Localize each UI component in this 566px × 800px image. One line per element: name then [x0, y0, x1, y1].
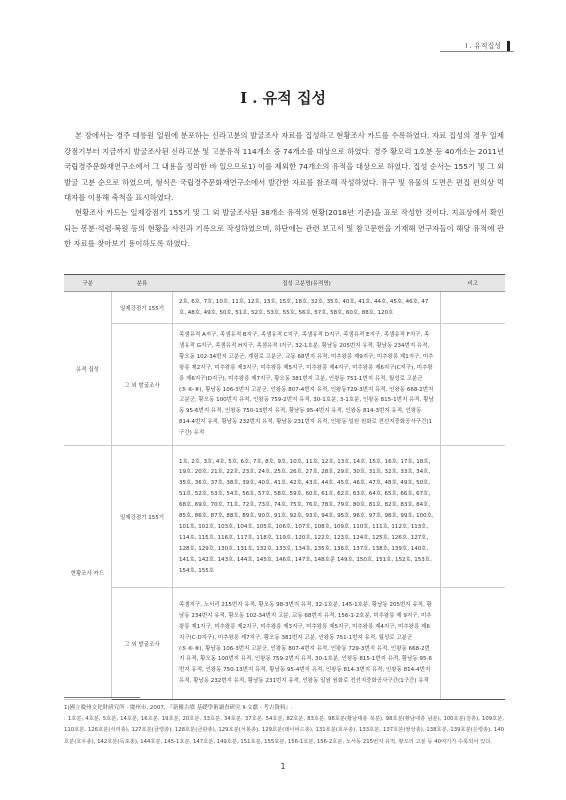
classification-cell: 그 외 발굴조사 [112, 588, 173, 700]
table-row [64, 588, 505, 700]
table-header-row [64, 275, 505, 292]
col-header-note: 비고 [441, 275, 506, 292]
survey-card-paragraph: 현황조사 카드는 일제강점기 155기 및 그 외 발굴조사된 38개소 유적의 현황(2018년 기준)을 표로 작성한 것이다. 지표상에서 확인되는 봉분·석렴·복원 등의 현황을 사진과 기록으로 작성하였으며, 하단에는 관련 보고서 및 참고문헌을 기재해 연구자들이 해당 유적에 관한 자료를 찾아보기 용이하도록 하였다. [64, 208, 504, 248]
note-cell [441, 292, 506, 324]
footnote-detail: : 1호분, 4호분, 5호분, 14호분, 16호분, 19호분, 20호분, 33호분, 34호분, 37호분, 54호분, 82호분, 83호분, 98호분(황남대총 북분), 98호분(황남대총 남분), 100호분(검총), 109호분, 110호분, 126호분(식리총), 127호분(금령총), 128호분(금관총), 129호분(서봉총), 129호분(데이비드총), 131호분(호우총), 133호분, 137호분(쌍상총), 138호분, 139호분(은령총), 140호분(호우총), 142호분(독포총), 144호분, 145-1호분, 147호분, 149호분, 151호분, 155호분, 156-1호분, 156-2호분, 노서동 215번지 유적, 황오리 고분 등 40여기가 수록되어 있다. [64, 716, 504, 745]
table-row [64, 324, 505, 446]
classification-cell: 일제강점기 155기 [112, 292, 173, 324]
running-header: I . 유적집성 [465, 41, 510, 51]
site-compilation-table [64, 274, 505, 700]
footnote-citation [64, 703, 504, 714]
note-cell [441, 324, 506, 446]
site-list-cell: 족샘지구, 노서리 215번지 유적, 황오동 98-3번지 유적, 32-1호분, 145-1호분, 황남동 205번지 유적, 황남동 234번지 유적, 황오동 102-34번지 고분, 교동 68번지 유적, 156-1·2호분, 미추왕릉 제 9지구, 미추왕릉 제1지구, 미추왕릉 제2지구, 미추왕릉 제3지구, 미추왕릉 제5지구, 미추왕릉 제4지구, 미추왕릉 제6지구(C·D지구), 미추왕릉 제7지구, 황오동 381번지 고분, 인왕동 751-1번지 유적, 월성로 고분군(⑤·⑥·⑧), 황남동 106-3번지 고분군, 인왕동 807-4번지 유적, 인왕동 729-3번지 유적, 인왕동 668-2번지 유적, 황오동 100번지 유적, 인왕동 759-2번지 유적, 30-1호분, 인왕동 815-1번지 유적, 황남동 95-6번지 유적, 인왕동 750-13번지 유적, 황남동 95-4번지 유적, 인왕동 814-3번지 유적, 인왕동 814-4번지 유적, 황남동 232번지 유적, 황남동 231번지 유적, 인왕동 일원 원화로 전선지중화공사구간(1구간) 유적 [173, 588, 441, 700]
classification-cell: 일제강점기 155기 [112, 446, 173, 588]
site-list-cell: 2호, 6호, 7호, 10호, 11호, 12호, 13호, 15호, 18호, 32호, 35호, 40호, 41호, 44호, 45호, 46호, 47호, 48호, 49호, 50호, 51호, 52호, 53호, 55호, 56호, 57호, 58호, 60호, 88호, 120호 [173, 292, 441, 324]
intro-paragraph: 본 장에서는 경주 대릉원 일원에 분포하는 신라고분의 발굴조사 자료를 집성하고 현황조사 카드를 수록하였다. 자료 집성의 경우 일제강점기부터 지금까지 발굴조사된 신라고분 및 고분유적 114개소 중 74개소를 대상으로 하였다. 경주 황오리 1호분 등 40개소는 2011년 국립경주문화재연구소에서 그 내용을 정리한 바 있으므로1) 이를 제외한 74개소의 유적을 대상으로 하였다. 집성 순서는 155기 및 그 외 발굴 고분 순으로 하였으며, 형식은 국립경주문화재연구소에서 발간한 자료를 참조해 작성하였다. 유구 및 유물의 도면은 편집 편의상 먹대자를 이용해 축척을 표시하였다. [64, 131, 504, 202]
site-list-cell: 1호, 2호, 3호, 4호, 5호, 6호, 7호, 8호, 9호, 10호, 11호, 12호, 13호, 14호, 15호, 16호, 17호, 18호, 19호, 20호, 21호, 22호, 23호, 24호, 25호, 26호, 27호, 28호, 29호, 30호, 31호, 32호, 33호, 34호, 35호, 36호, 37호, 38호, 39호, 40호, 41호, 42호, 43호, 44호, 45호, 46호, 47호, 48호, 49호, 50호, 51호, 52호, 53호, 54호, 56호, 57호, 58호, 59호, 60호, 61호, 62호, 63호, 64호, 65호, 66호, 67호, 68호, 69호, 70호, 71호, 72호, 73호, 74호, 75호, 76호, 78호, 79호, 80호, 81호, 82호, 83호, 84호, 85호, 86호, 87호, 88호, 89호, 90호, 91호, 92호, 93호, 94호, 95호, 96호, 97호, 98호, 99호, 100호, 101호, 102호, 103호, 104호, 105호, 106호, 107호, 108호, 109호, 110호, 111호, 112호, 113호, 114호, 115호, 116호, 117호, 118호, 119호, 120호, 122호, 123호, 124호, 125호, 126호, 127호, 128호, 129호, 130호, 131호, 132호, 133호, 134호, 135호, 136호, 137호, 138호, 139호, 140호, 141호, 142호, 143호, 144호, 145호, 146호, 147호, 148호분 149호, 150호, 151호, 152호, 153호, 154호, 155호 [173, 446, 441, 588]
footnote-rule [64, 697, 140, 698]
footnote-citation-text: 國立慶州文化財硏究所 · 慶州市, 2007, 『新羅古墳 基礎學術調査硏究 Ⅱ-文獻 · 考古資料』. [69, 705, 293, 711]
note-cell [441, 446, 506, 588]
col-header-site-list: 집성 고분명(유적명) [173, 275, 441, 292]
header-rule [440, 51, 514, 52]
col-header-classification: 분류 [112, 275, 173, 292]
table-row [64, 446, 505, 588]
note-cell [441, 588, 506, 700]
page-number: 1 [280, 762, 286, 771]
classification-cell: 그 외 발굴조사 [112, 324, 173, 446]
footnote-marker: 1) [64, 705, 70, 711]
category-cell: 현황조사 카드 [64, 446, 112, 700]
page-title: I . 유적 집성 [240, 89, 326, 107]
table-row [64, 292, 505, 324]
category-cell: 유적 집성 [64, 292, 112, 446]
col-header-category: 구분 [64, 275, 112, 292]
site-list-cell: 족샘유적 A지구, 족샘유적 B지구, 족샘유적 C지구, 족샘유적 D지구, 족샘유적 E지구, 족샘유적 F지구, 족샘유적 G지구, 족샘유적 H지구, 족샘유적 I지구, 32-1호분, 황남동 205번지 유적, 황남동 234번지 유적, 황오동 102-34번지 고분군, 계림로 고분군, 교동 68번지 유적, 미추왕릉 제9지구, 미추왕릉 제1지구, 미추왕릉 제2지구, 미추왕릉 제3지구, 미추왕릉 제5지구, 미추왕릉 제4지구, 미추왕릉 제6지구(C지구), 미추왕릉 제6지구(D지구), 미추왕릉 제7지구, 황오동 381번지 고분, 인왕동 751-1번지 유적, 월성로 고분군(⑤·⑥·⑧), 황남동 106-3번지 고분군, 인왕동 807-4번지 유적, 인왕동729-3번지 유적, 인왕동 668-2번지 고분군, 황오동 100번지 유적, 인왕동 759-2번지 유적, 30-1호분, 3-1호분, 인왕동 815-1번지 유적, 황남동 95-6번지 유적, 인왕동 750-13번지 유적, 황남동 95-4번지 유적, 인왕동 814-3번지 유적, 인왕동 814-4번지 유적, 황남동 232번지 유적, 황남동 231번지 유적, 인왕동 일원 원화로 전선지중화공사구간(1구간) 유적 [173, 324, 441, 446]
